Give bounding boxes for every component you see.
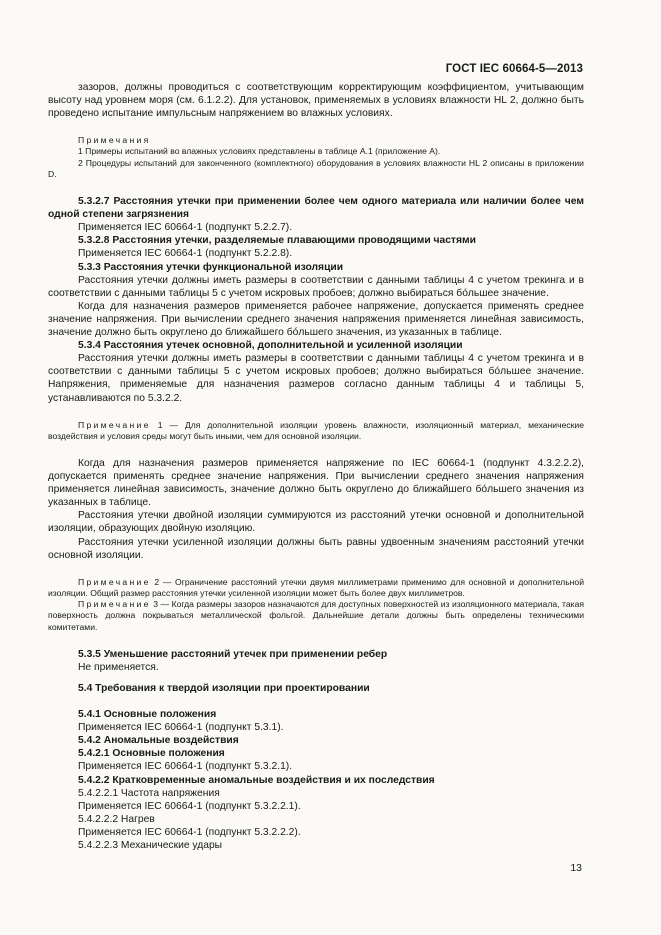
section-heading: 5.3.5 Уменьшение расстояний утечек при применении ребер	[78, 648, 388, 660]
body-paragraph: Применяется IEC 60664-1 (подпункт 5.2.2.8).	[78, 248, 293, 260]
notes-title: Примечания	[78, 135, 151, 146]
spacer	[48, 633, 584, 648]
section-heading: 5.3.4 Расстояния утечек основной, дополнительной и усиленной изоляции	[78, 340, 463, 352]
section-heading: 5.3.2.8 Расстояния утечки, разделяемые плавающими проводящими частями	[78, 235, 476, 247]
body-paragraph: Применяется IEC 60664-1 (подпункт 5.3.2.1).	[78, 761, 293, 773]
body-paragraph: 5.4.2.2.3 Механические удары	[78, 839, 223, 851]
note-text: 1 — Для дополнительной изоляции уровень влажности, изоляционный материал, механические воздействия и условия среды могут быть иными, чем для основной изоляции.	[48, 419, 584, 441]
body-paragraph: Применяется IEC 60664-1 (подпункт 5.3.2.2.1).	[78, 800, 301, 812]
note-label: Примечание	[78, 419, 151, 430]
body-paragraph: Применяется IEC 60664-1 (подпункт 5.3.2.2.2).	[78, 826, 301, 838]
spacer	[48, 180, 584, 195]
note-label: Примечание	[78, 599, 151, 610]
body-paragraph: 5.4.2.2.1 Частота напряжения	[78, 787, 220, 799]
section-heading: 5.3.3 Расстояния утечки функциональной изоляции	[78, 261, 344, 273]
body-paragraph: Применяется IEC 60664-1 (подпункт 5.3.1).	[78, 722, 284, 734]
note-item: 2 Процедуры испытаний для законченного (комплектного) оборудования в условиях влажности HL 2 описаны в приложении D.	[48, 157, 584, 179]
section-heading: 5.4.2 Аномальные воздействия	[78, 735, 239, 747]
body-paragraph: Расстояния утечки усиленной изоляции должны быть равны удвоенным значениям расстояний утечки основной изоляции.	[48, 536, 584, 561]
section-heading: 5.4.2.2 Кратковременные аномальные воздействия и их последствия	[78, 774, 435, 786]
note-text: 3 — Когда размеры зазоров назначаются для доступных поверхностей из изоляционного материала, такая поверхность должна покрываться металлической фольгой. Дальнейшие детали должны быть определены техническими комитетами.	[48, 599, 584, 632]
section-heading: 5.3.2.7 Расстояния утечки при применении более чем одного материала или наличии более чем одной степени загрязнения	[48, 196, 584, 221]
section-heading: 5.4.1 Основные положения	[78, 709, 217, 721]
spacer	[48, 562, 584, 577]
spacer	[48, 695, 584, 708]
body-paragraph: зазоров, должны проводиться с соответствующим корректирующим коэффициентом, учитывающим высоту над уровнем моря (см. 6.1.2.2). Для установок, применяемых в условиях влажности HL 2, должно быть проведено испытание импульсным напряжением во влажных условиях.	[48, 82, 584, 120]
note-item: 1 Примеры испытаний во влажных условиях представлены в таблице А.1 (приложение А).	[78, 146, 441, 157]
note-text: 2 — Ограничение расстояний утечки двумя миллиметрами применимо для основной и дополнительной изоляции. Общий размер расстояния утечки усиленной изоляции может быть более двух миллиметров.	[48, 576, 584, 598]
page-number: 13	[570, 862, 582, 874]
note-paragraph	[48, 599, 584, 633]
spacer	[48, 674, 584, 682]
body-paragraph: Не применяется.	[78, 661, 159, 673]
section-heading: 5.4 Требования к твердой изоляции при проектировании	[78, 682, 370, 694]
note-paragraph	[48, 577, 584, 599]
document-body	[48, 81, 584, 852]
spacer	[48, 442, 584, 457]
body-paragraph: Расстояния утечки должны иметь размеры в соответствии с данными таблицы 4 с учетом трекинга и в соответствии с данными таблицы 5 с учетом искровых пробоев; должно выбираться бóльшее значение.	[48, 274, 584, 299]
note-label: Примечание	[78, 576, 151, 587]
body-paragraph: Когда для назначения размеров применяется рабочее напряжение, допускается применять среднее значение напряжения. При вычислении среднего значения напряжения применяется линейная зависимость, значение должно быть округлено до ближайшего бóльшего значения, из указанных в таблице.	[48, 300, 584, 339]
note-paragraph	[48, 420, 584, 442]
body-paragraph: Применяется IEC 60664-1 (подпункт 5.2.2.7).	[78, 222, 293, 234]
body-paragraph: Расстояния утечки должны иметь размеры в соответствии с данными таблицы 4 с учетом трекинга и в соответствии с данными таблицы 5 с учетом искровых пробоев; должно выбираться бóльшее значение. Напряжения, применяемые для назначения размеров согласно данным таблицы 4 и таблицы 5, устанавливаются по 5.3.2.2.	[48, 353, 584, 404]
section-heading: 5.4.2.1 Основные положения	[78, 748, 225, 760]
body-paragraph: 5.4.2.2.2 Нагрев	[78, 813, 155, 825]
body-paragraph: Когда для назначения размеров применяется напряжение по IEC 60664-1 (подпункт 4.3.2.2.2), допускается применять среднее значение напряжения. При вычислении среднего значения напряжения применяется линейная зависимость, значение должно быть округлено до ближайшего бóльшего значения из указанных в таблице.	[48, 458, 584, 509]
spacer	[48, 120, 584, 135]
spacer	[48, 405, 584, 420]
body-paragraph: Расстояния утечки двойной изоляции суммируются из расстояний утечки основной и дополнительной изоляции, образующих двойную изоляцию.	[48, 510, 584, 535]
standard-header: ГОСТ IEC 60664-5—2013	[445, 63, 583, 75]
